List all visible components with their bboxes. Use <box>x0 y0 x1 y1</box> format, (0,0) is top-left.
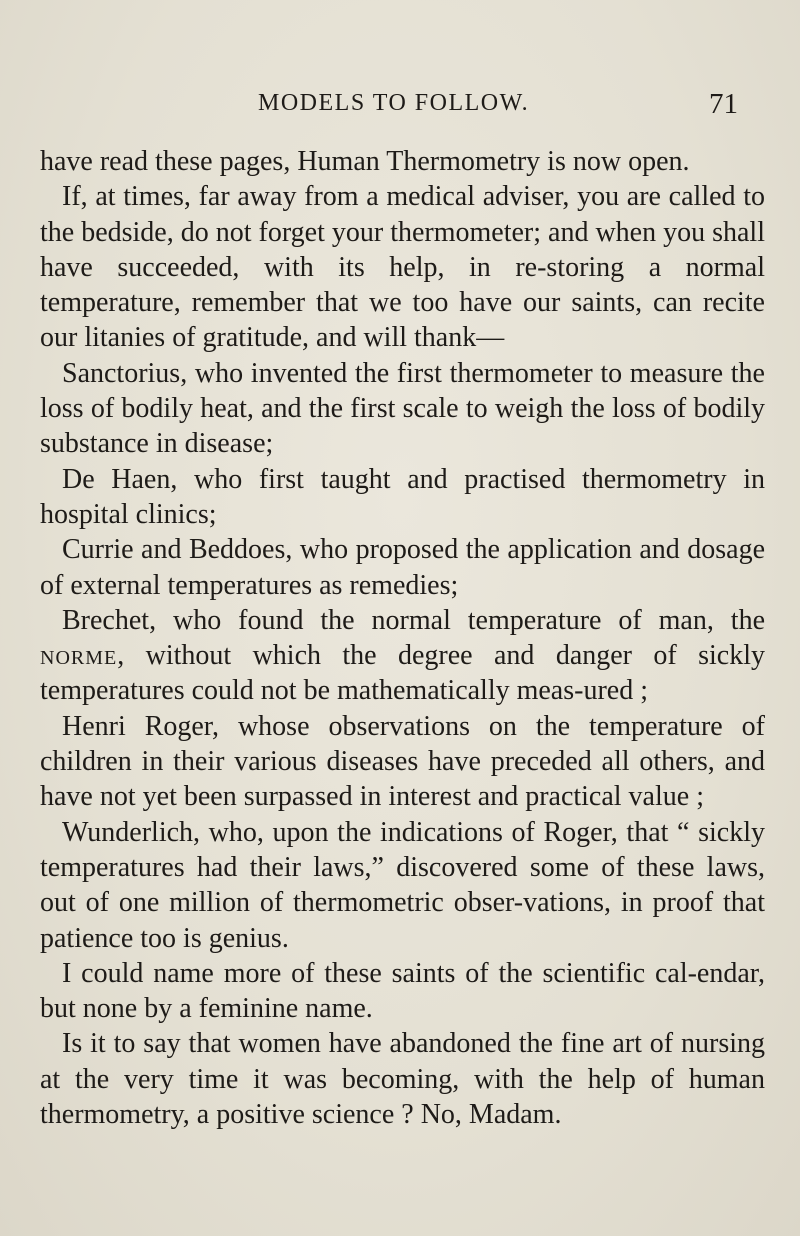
paragraph-de-haen: De Haen, who first taught and practised thermometry in hospital clinics; <box>40 463 765 530</box>
paragraph-thermometer-advice: If, at times, far away from a medical adviser, you are called to the bedside, do not forget your thermometer; and when you shall have succeeded, with its help, in re-storing a normal temperature, remember that we too have our saints, can recite our litanies of gratitude, and will thank— <box>40 181 765 354</box>
paragraph-sanctorius: Sanctorius, who invented the first thermometer to measure the loss of bodily heat, and the first scale to weigh the loss of bodily substance in disease; <box>40 357 765 460</box>
body-text <box>40 144 765 1132</box>
paragraph-saints-calendar: I could name more of these saints of the scientific cal-endar, but none by a feminine name. <box>40 957 765 1025</box>
page-number: 71 <box>709 88 738 120</box>
paragraph-currie-beddoes: Currie and Beddoes, who proposed the application and dosage of external temperatures as remedies; <box>40 534 765 601</box>
norme-term: norme <box>40 640 118 672</box>
paragraph-continuation: have read these pages, Human Thermometry is now open. <box>40 146 690 177</box>
paragraph-brechet <box>40 603 765 709</box>
paragraph-wunderlich: Wunderlich, who, upon the indications of Roger, that “ sickly temperatures had their laws,” discovered some of these laws, out of one million of thermometric obser-vations, in proof that patience too is genius. <box>40 816 765 954</box>
paragraph-henri-roger: Henri Roger, whose observations on the temperature of children in their various diseases have preceded all others, and have not yet been surpassed in interest and practical value ; <box>40 710 765 813</box>
brechet-text-after: , without which the degree and danger of sickly temperatures could not be mathematically meas-ured ; <box>40 640 765 707</box>
paragraph-women-nursing: Is it to say that women have abandoned the fine art of nursing at the very time it was becoming, with the help of human thermometry, a positive science ? No, Madam. <box>40 1028 765 1131</box>
running-title: MODELS TO FOLLOW. <box>258 90 530 116</box>
running-head <box>258 90 738 130</box>
brechet-text-before: Brechet, who found the normal temperature of man, the <box>62 604 765 636</box>
